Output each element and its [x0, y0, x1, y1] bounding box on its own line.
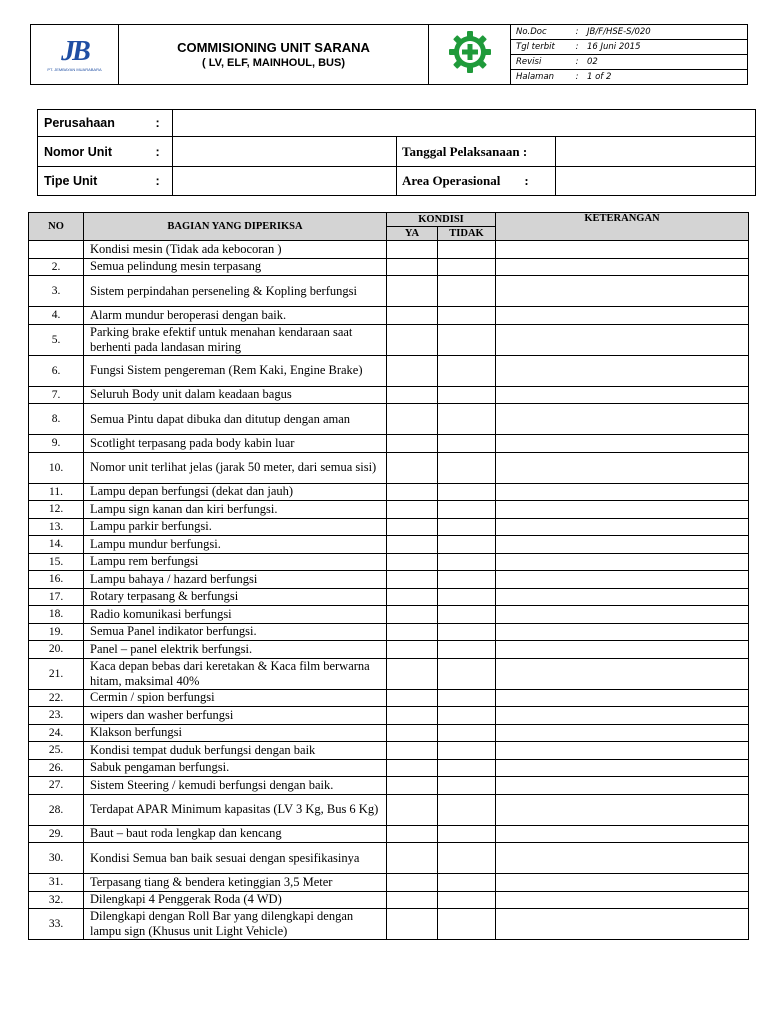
document-title-block [119, 25, 429, 85]
col-keterangan: KETERANGAN [496, 213, 749, 241]
inspection-item: Kondisi mesin (Tidak ada kebocoran ) [84, 241, 387, 259]
row-number: 30. [29, 843, 84, 874]
ya-checkbox-cell[interactable] [387, 794, 438, 825]
ya-checkbox-cell[interactable] [387, 518, 438, 536]
row-number: 26. [29, 759, 84, 777]
row-number: 15. [29, 553, 84, 571]
keterangan-cell[interactable] [496, 794, 749, 825]
row-number: 16. [29, 571, 84, 589]
tidak-checkbox-cell[interactable] [438, 571, 496, 589]
ya-checkbox-cell[interactable] [387, 843, 438, 874]
ya-checkbox-cell[interactable] [387, 553, 438, 571]
keterangan-cell[interactable] [496, 707, 749, 725]
keterangan-cell[interactable] [496, 874, 749, 892]
keterangan-cell[interactable] [496, 689, 749, 707]
checklist-row [29, 536, 749, 554]
perusahaan-field[interactable] [173, 110, 756, 137]
keterangan-cell[interactable] [496, 324, 749, 355]
row-number: 13. [29, 518, 84, 536]
row-number: 28. [29, 794, 84, 825]
keterangan-cell[interactable] [496, 825, 749, 843]
tidak-checkbox-cell[interactable] [438, 588, 496, 606]
inspection-item: Panel – panel elektrik berfungsi. [84, 641, 387, 659]
inspection-item: Nomor unit terlihat jelas (jarak 50 meter, dari semua sisi) [84, 452, 387, 483]
tidak-checkbox-cell[interactable] [438, 874, 496, 892]
area-field[interactable] [556, 167, 756, 196]
row-number: 4. [29, 307, 84, 325]
inspection-item: Lampu depan berfungsi (dekat dan jauh) [84, 483, 387, 501]
ya-checkbox-cell[interactable] [387, 874, 438, 892]
tidak-checkbox-cell[interactable] [438, 404, 496, 435]
ya-checkbox-cell[interactable] [387, 588, 438, 606]
checklist-row [29, 641, 749, 659]
ya-checkbox-cell[interactable] [387, 324, 438, 355]
tidak-checkbox-cell[interactable] [438, 483, 496, 501]
checklist-row [29, 258, 749, 276]
row-number: 27. [29, 777, 84, 795]
logo-caption: PT. JEMBAYAN MUARABARA [47, 67, 102, 72]
inspection-item: Terdapat APAR Minimum kapasitas (LV 3 Kg, Bus 6 Kg) [84, 794, 387, 825]
inspection-item: wipers dan washer berfungsi [84, 707, 387, 725]
ya-checkbox-cell[interactable] [387, 276, 438, 307]
checklist-row [29, 386, 749, 404]
page-number: 1 of 2 [587, 72, 612, 82]
tidak-checkbox-cell[interactable] [438, 759, 496, 777]
inspection-item: Sistem Steering / kemudi berfungsi dengan baik. [84, 777, 387, 795]
row-number: 18. [29, 606, 84, 624]
ya-checkbox-cell[interactable] [387, 641, 438, 659]
keterangan-cell[interactable] [496, 404, 749, 435]
inspection-item: Lampu rem berfungsi [84, 553, 387, 571]
tanggal-label: Tanggal Pelaksanaan : [397, 137, 556, 167]
meta-row-doc: No.Doc : JB/F/HSE-S/020 [511, 25, 747, 40]
tidak-checkbox-cell[interactable] [438, 606, 496, 624]
checklist-row [29, 874, 749, 892]
ya-checkbox-cell[interactable] [387, 404, 438, 435]
checklist-row [29, 759, 749, 777]
row-number: 19. [29, 623, 84, 641]
tidak-checkbox-cell[interactable] [438, 324, 496, 355]
document-header [30, 24, 748, 85]
ya-checkbox-cell[interactable] [387, 483, 438, 501]
keterangan-cell[interactable] [496, 606, 749, 624]
ya-checkbox-cell[interactable] [387, 909, 438, 940]
ya-checkbox-cell[interactable] [387, 386, 438, 404]
inspection-item: Semua Pintu dapat dibuka dan ditutup dengan aman [84, 404, 387, 435]
ya-checkbox-cell[interactable] [387, 825, 438, 843]
keterangan-cell[interactable] [496, 435, 749, 453]
checklist-row [29, 777, 749, 795]
checklist-row [29, 588, 749, 606]
keterangan-cell[interactable] [496, 571, 749, 589]
ya-checkbox-cell[interactable] [387, 452, 438, 483]
ya-checkbox-cell[interactable] [387, 606, 438, 624]
meta-row-revision: Revisi : 02 [511, 55, 747, 70]
inspection-item: Fungsi Sistem pengereman (Rem Kaki, Engine Brake) [84, 355, 387, 386]
keterangan-cell[interactable] [496, 452, 749, 483]
row-number: 25. [29, 742, 84, 760]
checklist-row [29, 404, 749, 435]
inspection-checklist [28, 212, 749, 940]
tidak-checkbox-cell[interactable] [438, 518, 496, 536]
checklist-row [29, 909, 749, 940]
area-label: Area Operasional : [397, 167, 556, 196]
row-number: 21. [29, 658, 84, 689]
tidak-checkbox-cell[interactable] [438, 658, 496, 689]
inspection-item: Scotlight terpasang pada body kabin luar [84, 435, 387, 453]
tanggal-field[interactable] [556, 137, 756, 167]
checklist-row [29, 324, 749, 355]
tidak-checkbox-cell[interactable] [438, 742, 496, 760]
inspection-item: Terpasang tiang & bendera ketinggian 3,5 Meter [84, 874, 387, 892]
checklist-row [29, 452, 749, 483]
tidak-checkbox-cell[interactable] [438, 794, 496, 825]
tidak-checkbox-cell[interactable] [438, 724, 496, 742]
inspection-item: Lampu mundur berfungsi. [84, 536, 387, 554]
row-number: 2. [29, 258, 84, 276]
ya-checkbox-cell[interactable] [387, 689, 438, 707]
ya-checkbox-cell[interactable] [387, 571, 438, 589]
tidak-checkbox-cell[interactable] [438, 276, 496, 307]
inspection-item: Dilengkapi 4 Penggerak Roda (4 WD) [84, 891, 387, 909]
tidak-checkbox-cell[interactable] [438, 641, 496, 659]
tipe-unit-field[interactable] [173, 167, 397, 196]
row-number: 33. [29, 909, 84, 940]
keterangan-cell[interactable] [496, 724, 749, 742]
tidak-checkbox-cell[interactable] [438, 241, 496, 259]
checklist-row [29, 623, 749, 641]
tidak-checkbox-cell[interactable] [438, 777, 496, 795]
company-logo [31, 25, 119, 85]
row-number: 6. [29, 355, 84, 386]
revision: 02 [582, 55, 747, 70]
checklist-row [29, 825, 749, 843]
keterangan-cell[interactable] [496, 909, 749, 940]
keterangan-cell[interactable] [496, 641, 749, 659]
keterangan-cell[interactable] [496, 536, 749, 554]
checklist-row [29, 241, 749, 259]
logo-mark: JB [61, 36, 88, 67]
safety-gear-cross-icon [448, 30, 492, 74]
keterangan-cell[interactable] [496, 759, 749, 777]
checklist-row [29, 689, 749, 707]
inspection-item: Seluruh Body unit dalam keadaan bagus [84, 386, 387, 404]
row-number: 8. [29, 404, 84, 435]
tidak-checkbox-cell[interactable] [438, 707, 496, 725]
ya-checkbox-cell[interactable] [387, 355, 438, 386]
keterangan-cell[interactable] [496, 386, 749, 404]
inspection-item: Sistem perpindahan perseneling & Kopling berfungsi [84, 276, 387, 307]
row-number [29, 241, 84, 259]
tidak-checkbox-cell[interactable] [438, 536, 496, 554]
inspection-item: Alarm mundur beroperasi dengan baik. [84, 307, 387, 325]
keterangan-cell[interactable] [496, 518, 749, 536]
keterangan-cell[interactable] [496, 241, 749, 259]
keterangan-cell[interactable] [496, 553, 749, 571]
issue-date: 16 Juni 2015 [582, 40, 747, 55]
tidak-checkbox-cell[interactable] [438, 452, 496, 483]
inspection-item: Lampu bahaya / hazard berfungsi [84, 571, 387, 589]
tidak-checkbox-cell[interactable] [438, 355, 496, 386]
ya-checkbox-cell[interactable] [387, 724, 438, 742]
row-number: 24. [29, 724, 84, 742]
keterangan-cell[interactable] [496, 258, 749, 276]
row-number: 32. [29, 891, 84, 909]
checklist-row [29, 518, 749, 536]
row-number: 17. [29, 588, 84, 606]
checklist-row [29, 483, 749, 501]
ya-checkbox-cell[interactable] [387, 891, 438, 909]
checklist-body [29, 241, 749, 940]
inspection-item: Lampu sign kanan dan kiri berfungsi. [84, 501, 387, 519]
keterangan-cell[interactable] [496, 307, 749, 325]
document-title: COMMISIONING UNIT SARANA [177, 39, 370, 55]
checklist-row [29, 276, 749, 307]
keterangan-cell[interactable] [496, 355, 749, 386]
unit-info-form: Perusahaan : Nomor Unit : Tanggal Pelaksanaan : Tipe Unit : Area Operasional : [37, 109, 756, 196]
checklist-row [29, 707, 749, 725]
inspection-item: Parking brake efektif untuk menahan kendaraan saat berhenti pada landasan miring [84, 324, 387, 355]
row-number: 9. [29, 435, 84, 453]
checklist-row [29, 843, 749, 874]
perusahaan-label: Perusahaan [38, 110, 156, 137]
checklist-row [29, 571, 749, 589]
row-number: 23. [29, 707, 84, 725]
keterangan-cell[interactable] [496, 483, 749, 501]
col-ya: YA [387, 227, 438, 241]
ya-checkbox-cell[interactable] [387, 241, 438, 259]
inspection-item: Rotary terpasang & berfungsi [84, 588, 387, 606]
ya-checkbox-cell[interactable] [387, 658, 438, 689]
row-number: 20. [29, 641, 84, 659]
document-meta [511, 25, 748, 85]
ya-checkbox-cell[interactable] [387, 759, 438, 777]
row-number: 11. [29, 483, 84, 501]
ya-checkbox-cell[interactable] [387, 258, 438, 276]
inspection-item: Semua pelindung mesin terpasang [84, 258, 387, 276]
checklist-row [29, 742, 749, 760]
tidak-checkbox-cell[interactable] [438, 258, 496, 276]
meta-row-date: Tgl terbit : 16 Juni 2015 [511, 40, 747, 55]
row-number: 5. [29, 324, 84, 355]
inspection-item: Cermin / spion berfungsi [84, 689, 387, 707]
ya-checkbox-cell[interactable] [387, 536, 438, 554]
doc-number: JB/F/HSE-S/020 [582, 25, 747, 40]
inspection-item: Semua Panel indikator berfungsi. [84, 623, 387, 641]
checklist-row [29, 501, 749, 519]
inspection-item: Kondisi tempat duduk berfungsi dengan baik [84, 742, 387, 760]
checklist-row [29, 794, 749, 825]
tidak-checkbox-cell[interactable] [438, 891, 496, 909]
inspection-item: Sabuk pengaman berfungsi. [84, 759, 387, 777]
inspection-item: Kaca depan bebas dari keretakan & Kaca film berwarna hitam, maksimal 40% [84, 658, 387, 689]
row-number: 14. [29, 536, 84, 554]
ya-checkbox-cell[interactable] [387, 742, 438, 760]
tidak-checkbox-cell[interactable] [438, 825, 496, 843]
keterangan-cell[interactable] [496, 501, 749, 519]
row-number: 12. [29, 501, 84, 519]
tidak-checkbox-cell[interactable] [438, 435, 496, 453]
tidak-checkbox-cell[interactable] [438, 501, 496, 519]
ya-checkbox-cell[interactable] [387, 307, 438, 325]
checklist-row [29, 606, 749, 624]
checklist-row [29, 435, 749, 453]
ya-checkbox-cell[interactable] [387, 501, 438, 519]
checklist-row [29, 891, 749, 909]
document-subtitle: ( LV, ELF, MAINHOUL, BUS) [202, 56, 345, 69]
tidak-checkbox-cell[interactable] [438, 909, 496, 940]
keterangan-cell[interactable] [496, 588, 749, 606]
tidak-checkbox-cell[interactable] [438, 689, 496, 707]
inspection-item: Kondisi Semua ban baik sesuai dengan spesifikasinya [84, 843, 387, 874]
row-number: 7. [29, 386, 84, 404]
meta-row-page: Halaman : 1 of 2 [511, 70, 747, 85]
ya-checkbox-cell[interactable] [387, 707, 438, 725]
checklist-row [29, 307, 749, 325]
ya-checkbox-cell[interactable] [387, 623, 438, 641]
col-tidak: TIDAK [438, 227, 496, 241]
safety-logo [429, 25, 511, 85]
keterangan-cell[interactable] [496, 843, 749, 874]
row-number: 29. [29, 825, 84, 843]
keterangan-cell[interactable] [496, 742, 749, 760]
checklist-row [29, 658, 749, 689]
tipe-unit-label: Tipe Unit [38, 167, 156, 196]
inspection-item: Lampu parkir berfungsi. [84, 518, 387, 536]
tidak-checkbox-cell[interactable] [438, 386, 496, 404]
inspection-item: Dilengkapi dengan Roll Bar yang dilengkapi dengan lampu sign (Khusus unit Light Vehicle) [84, 909, 387, 940]
keterangan-cell[interactable] [496, 276, 749, 307]
row-number: 3. [29, 276, 84, 307]
ya-checkbox-cell[interactable] [387, 435, 438, 453]
row-number: 10. [29, 452, 84, 483]
tidak-checkbox-cell[interactable] [438, 307, 496, 325]
inspection-item: Radio komunikasi berfungsi [84, 606, 387, 624]
row-number: 31. [29, 874, 84, 892]
nomor-unit-field[interactable] [173, 137, 397, 167]
tidak-checkbox-cell[interactable] [438, 553, 496, 571]
inspection-item: Klakson berfungsi [84, 724, 387, 742]
row-number: 22. [29, 689, 84, 707]
col-bagian: BAGIAN YANG DIPERIKSA [84, 213, 387, 241]
ya-checkbox-cell[interactable] [387, 777, 438, 795]
tidak-checkbox-cell[interactable] [438, 843, 496, 874]
col-no: NO [29, 213, 84, 241]
checklist-row [29, 553, 749, 571]
checklist-row [29, 355, 749, 386]
keterangan-cell[interactable] [496, 658, 749, 689]
checklist-row [29, 724, 749, 742]
keterangan-cell[interactable] [496, 623, 749, 641]
keterangan-cell[interactable] [496, 891, 749, 909]
tidak-checkbox-cell[interactable] [438, 623, 496, 641]
nomor-unit-label: Nomor Unit [38, 137, 156, 167]
col-kondisi: KONDISI [387, 213, 496, 227]
inspection-item: Baut – baut roda lengkap dan kencang [84, 825, 387, 843]
keterangan-cell[interactable] [496, 777, 749, 795]
